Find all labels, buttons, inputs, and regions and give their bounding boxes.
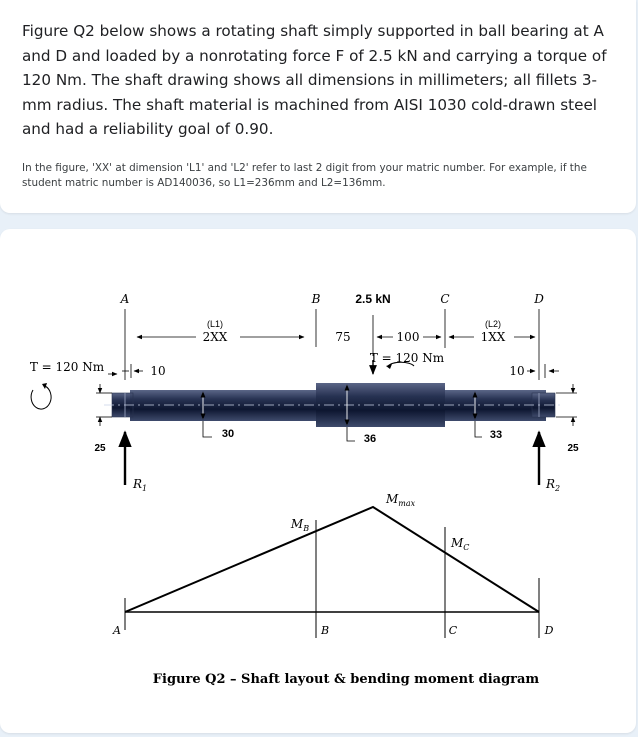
bmd-point-c: C	[448, 624, 458, 637]
torque-left-arc	[31, 386, 51, 409]
l1-tag: (L1)	[206, 319, 224, 329]
bmd-point-b: B	[320, 624, 330, 637]
point-b-label: B	[311, 292, 321, 306]
reaction-r2-label: $R_2$	[546, 477, 561, 493]
torque-left-label: T = 120 Nm	[29, 360, 105, 374]
moment-max-label: $M_{max}$	[386, 492, 416, 508]
dia-36: 36	[363, 433, 377, 445]
shaft-body	[104, 383, 560, 427]
dim-10-right: 10	[509, 364, 525, 378]
figure-caption: Figure Q2 – Shaft layout & bending moment diagram	[152, 672, 540, 687]
moment-verticals	[125, 520, 539, 638]
dia-33-leader	[475, 421, 482, 437]
l1-value: 2XX	[202, 330, 228, 344]
l2-tag: (L2)	[484, 319, 502, 329]
reaction-r1-label: $R_1$	[133, 477, 148, 493]
moment-mc-label: $M_C$	[451, 536, 470, 552]
bmd-point-a: A	[113, 624, 121, 637]
dia-36-leader	[347, 427, 355, 441]
dim-100: 100	[396, 330, 420, 344]
point-d-label: D	[534, 292, 544, 306]
point-c-label: C	[440, 292, 450, 306]
load-label: 2.5 kN	[355, 292, 391, 306]
dia-25-right: 25	[567, 443, 579, 454]
dia-30-leader	[203, 421, 212, 437]
dim-10-left: 10	[150, 364, 166, 378]
torque-mid-label: T = 120 Nm	[369, 351, 445, 365]
dim-75: 75	[335, 330, 351, 344]
moment-curve	[125, 507, 539, 612]
torque-left-arrowhead	[42, 383, 47, 389]
dia-33: 33	[489, 429, 503, 441]
bmd-point-d: D	[544, 624, 554, 637]
l2-value: 1XX	[480, 330, 506, 344]
dia-30: 30	[221, 428, 235, 440]
moment-mb-label: $M_B$	[290, 517, 310, 533]
dia-25-left: 25	[94, 443, 106, 454]
question-paragraph: Figure Q2 below shows a rotating shaft simply supported in ball bearing at A and D and loaded by a nonrotating force F of 2.5 kN and carrying a torque of 120 Nm. The shaft drawing shows all dimensions in millimeters; all fillets 3-mm radius. The shaft material is machined from AISI 1030 cold-drawn steel and had a reliability goal of 0.90.	[22, 22, 607, 138]
point-a-label: A	[120, 292, 130, 306]
question-note: In the figure, 'XX' at dimension 'L1' and 'L2' refer to last 2 digit from your matric number. For example, if the student matric number is AD140036, so L1=236mm and L2=136mm.	[22, 162, 587, 189]
